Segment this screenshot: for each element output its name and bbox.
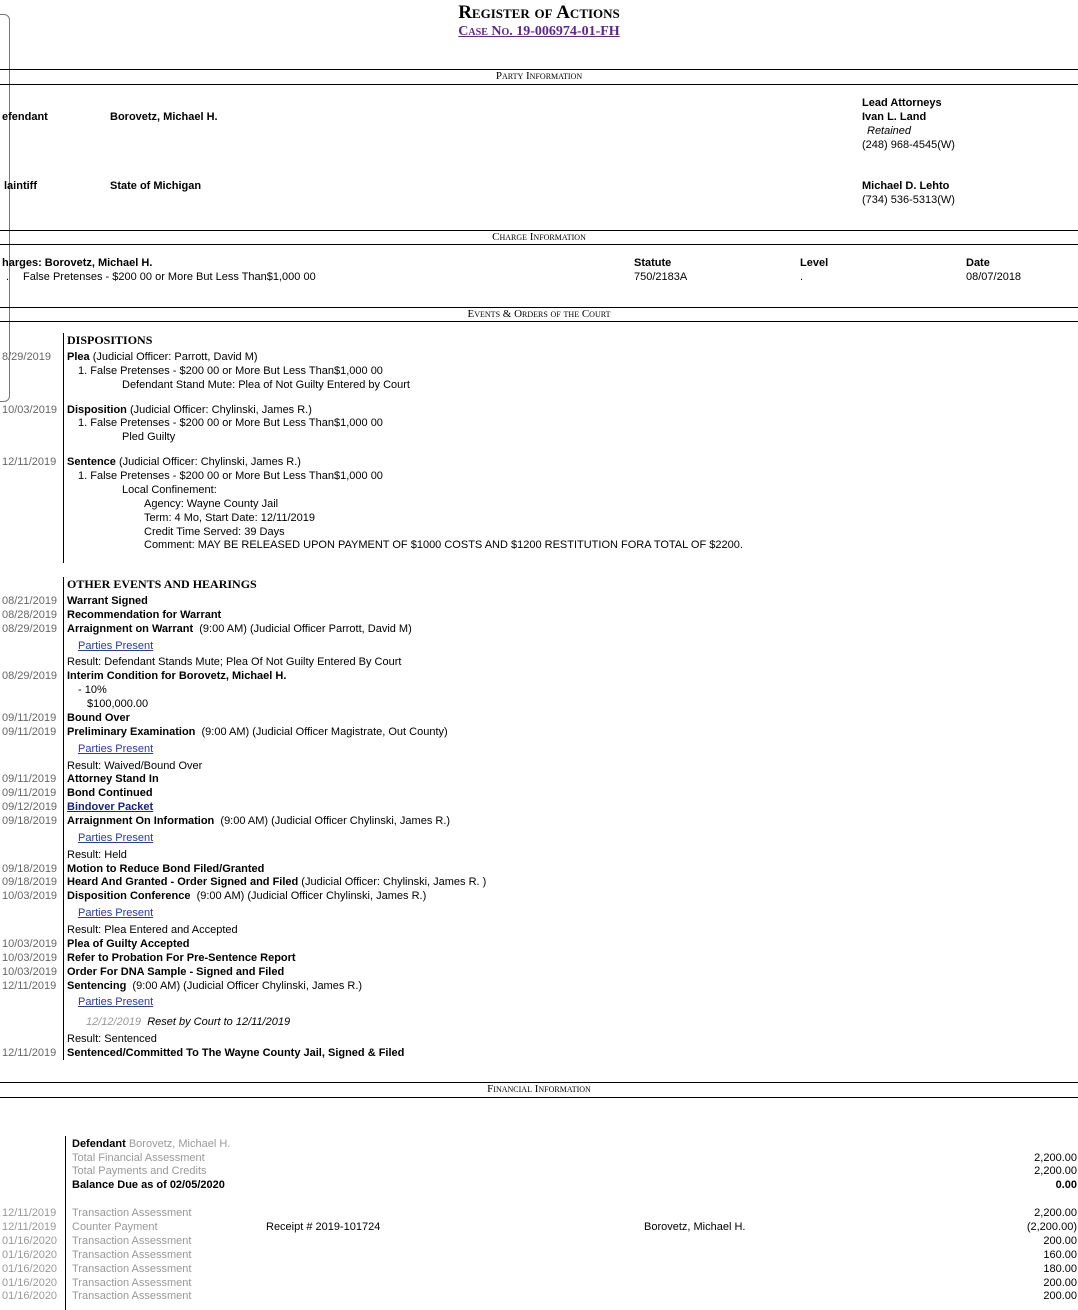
col-level: Level <box>800 257 829 269</box>
sentence-line: Agency: Wayne County Jail <box>144 498 279 510</box>
sentence-line: Credit Time Served: 39 Days <box>144 526 285 538</box>
parties-present-link[interactable]: Parties Present <box>78 743 154 755</box>
dispositions-title: DISPOSITIONS <box>67 333 153 347</box>
dispositions-bar <box>63 333 64 563</box>
transaction-amount: 2,200.00 <box>1034 1207 1077 1219</box>
transaction-amount: 200.00 <box>1043 1235 1077 1247</box>
sentence-line: Term: 4 Mo, Start Date: 12/11/2019 <box>144 512 315 524</box>
divider <box>0 1097 1078 1098</box>
transaction-receipt: Receipt # 2019-101724 <box>266 1221 381 1233</box>
charge-date: 08/07/2018 <box>966 271 1022 283</box>
interim-line: $100,000.00 <box>87 698 149 710</box>
reset-note: 12/12/2019 Reset by Court to 12/11/2019 <box>86 1016 291 1028</box>
transaction-amount: 200.00 <box>1043 1277 1077 1289</box>
disposition-sentence: Sentence (Judicial Officer: Chylinski, James R.) <box>67 456 301 468</box>
plaintiff-attorney: Michael D. Lehto <box>862 180 950 192</box>
financial-defendant: Defendant Borovetz, Michael H. <box>72 1138 231 1150</box>
disposition-detail: Pled Guilty <box>122 431 176 443</box>
transaction-type: Counter Payment <box>72 1221 158 1233</box>
plaintiff-name: State of Michigan <box>110 180 202 192</box>
event-date: 09/12/2019 <box>2 801 58 813</box>
other-events-bar <box>63 577 64 1060</box>
transaction-date: 01/16/2020 <box>2 1249 58 1261</box>
transaction-type: Transaction Assessment <box>72 1277 192 1289</box>
event-sentenced-committed: Sentenced/Committed To The Wayne County Jail, Signed & Filed <box>67 1047 405 1059</box>
event-date: 08/29/2019 <box>2 670 58 682</box>
total-payments-label: Total Payments and Credits <box>72 1165 207 1177</box>
case-number-link[interactable]: Case No. 19-006974-01-FH <box>458 24 620 39</box>
event-date: 10/03/2019 <box>2 890 58 902</box>
transaction-date: 12/11/2019 <box>2 1221 57 1233</box>
parties-present-link[interactable]: Parties Present <box>78 832 154 844</box>
disposition-charge: 1. False Pretenses - $200 00 or More But Less Than$1,000 00 <box>78 365 383 377</box>
event-result: Result: Waived/Bound Over <box>67 760 203 772</box>
financial-bar <box>65 1136 66 1310</box>
event-date: 09/11/2019 <box>2 712 57 724</box>
charge-num: . <box>6 271 10 283</box>
event-attorney-stand-in: Attorney Stand In <box>67 773 159 785</box>
event-date: 10/03/2019 <box>2 966 58 978</box>
page-title: Register of Actions <box>458 2 620 23</box>
events-section-title: Events & Orders of the Court <box>467 308 611 320</box>
event-date: 08/21/2019 <box>2 595 58 607</box>
event-date: 12/11/2019 <box>2 1047 57 1059</box>
event-order-dna: Order For DNA Sample - Signed and Filed <box>67 966 285 978</box>
transaction-type: Transaction Assessment <box>72 1290 192 1302</box>
event-date: 10/03/2019 <box>2 952 58 964</box>
bindover-packet-link[interactable]: Bindover Packet <box>67 801 154 813</box>
event-disposition-conference: Disposition Conference (9:00 AM) (Judicial Officer Chylinski, James R.) <box>67 890 427 902</box>
charge-statute: 750/2183A <box>634 271 688 283</box>
transaction-type: Transaction Assessment <box>72 1207 192 1219</box>
charges-header: harges: Borovetz, Michael H. <box>2 257 153 269</box>
event-motion-reduce-bond: Motion to Reduce Bond Filed/Granted <box>67 863 265 875</box>
event-date: 09/11/2019 <box>2 787 57 799</box>
event-heard-granted: Heard And Granted - Order Signed and Filed (Judicial Officer: Chylinski, James R. ) <box>67 876 487 888</box>
disposition-charge: 1. False Pretenses - $200 00 or More But Less Than$1,000 00 <box>78 417 383 429</box>
event-refer-probation: Refer to Probation For Pre-Sentence Report <box>67 952 296 964</box>
event-result: Result: Sentenced <box>67 1033 157 1045</box>
event-sentencing: Sentencing (9:00 AM) (Judicial Officer Chylinski, James R.) <box>67 980 363 992</box>
transaction-amount: (2,200.00) <box>1026 1221 1077 1233</box>
financial-section-title: Financial Information <box>487 1083 591 1095</box>
disposition-detail: Local Confinement: <box>122 484 217 496</box>
event-date: 08/28/2019 <box>2 609 58 621</box>
disposition-detail: Defendant Stand Mute: Plea of Not Guilty Entered by Court <box>122 379 410 391</box>
event-warrant-signed: Warrant Signed <box>67 595 148 607</box>
plaintiff-role: laintiff <box>4 180 37 192</box>
parties-present-link[interactable]: Parties Present <box>78 907 154 919</box>
transaction-amount: 180.00 <box>1043 1263 1077 1275</box>
party-section-title: Party Information <box>495 70 583 82</box>
event-bond-continued: Bond Continued <box>67 787 153 799</box>
total-assessment-value: 2,200.00 <box>1034 1152 1077 1164</box>
divider <box>0 321 1078 322</box>
transaction-amount: 160.00 <box>1043 1249 1077 1261</box>
balance-due-value: 0.00 <box>1055 1179 1077 1191</box>
sentence-line: Comment: MAY BE RELEASED UPON PAYMENT OF $1000 COSTS AND $1200 RESTITUTION FORA TOTAL OF $2200. <box>144 539 743 551</box>
event-date: 08/29/2019 <box>2 623 58 635</box>
transaction-date: 01/16/2020 <box>2 1263 58 1275</box>
lead-attorneys-label: Lead Attorneys <box>862 97 942 109</box>
event-date: 09/11/2019 <box>2 726 57 738</box>
disposition-disposition: Disposition (Judicial Officer: Chylinski, James R.) <box>67 404 312 416</box>
transaction-date: 01/16/2020 <box>2 1277 58 1289</box>
event-date: 09/11/2019 <box>2 773 57 785</box>
event-bound-over: Bound Over <box>67 712 130 724</box>
total-payments-value: 2,200.00 <box>1034 1165 1077 1177</box>
disposition-charge: 1. False Pretenses - $200 00 or More But Less Than$1,000 00 <box>78 470 383 482</box>
event-recommendation: Recommendation for Warrant <box>67 609 222 621</box>
event-date: 8/29/2019 <box>2 351 51 363</box>
event-preliminary-exam: Preliminary Examination (9:00 AM) (Judicial Officer Magistrate, Out County) <box>67 726 448 738</box>
disposition-plea: Plea (Judicial Officer: Parrott, David M) <box>67 351 258 363</box>
divider <box>0 84 1078 85</box>
event-result: Result: Defendant Stands Mute; Plea Of Not Guilty Entered By Court <box>67 656 402 668</box>
parties-present-link[interactable]: Parties Present <box>78 996 154 1008</box>
charge-section-title: Charge Information <box>492 231 586 243</box>
defendant-attorney-phone: (248) 968-4545(W) <box>862 139 955 151</box>
plaintiff-attorney-phone: (734) 536-5313(W) <box>862 194 955 206</box>
defendant-role: efendant <box>2 111 48 123</box>
event-arraignment-warrant: Arraignment on Warrant (9:00 AM) (Judicial Officer Parrott, David M) <box>67 623 412 635</box>
divider <box>0 244 1078 245</box>
transaction-type: Transaction Assessment <box>72 1249 192 1261</box>
col-statute: Statute <box>634 257 672 269</box>
event-date: 09/18/2019 <box>2 876 58 888</box>
transaction-type: Transaction Assessment <box>72 1263 192 1275</box>
total-assessment-label: Total Financial Assessment <box>72 1152 205 1164</box>
transaction-date: 01/16/2020 <box>2 1235 58 1247</box>
event-interim-condition: Interim Condition for Borovetz, Michael H. <box>67 670 287 682</box>
event-date: 12/11/2019 <box>2 980 57 992</box>
transaction-payor: Borovetz, Michael H. <box>644 1221 746 1233</box>
transaction-date: 01/16/2020 <box>2 1290 58 1302</box>
defendant-attorney-status: Retained <box>867 125 912 137</box>
event-date: 12/11/2019 <box>2 456 57 468</box>
event-date: 10/03/2019 <box>2 404 58 416</box>
transaction-amount: 200.00 <box>1043 1290 1077 1302</box>
charge-level: . <box>800 271 804 283</box>
defendant-name: Borovetz, Michael H. <box>110 111 218 123</box>
transaction-date: 12/11/2019 <box>2 1207 57 1219</box>
event-date: 09/18/2019 <box>2 815 58 827</box>
event-date: 09/18/2019 <box>2 863 58 875</box>
other-events-title: OTHER EVENTS AND HEARINGS <box>67 577 257 591</box>
balance-due-label: Balance Due as of 02/05/2020 <box>72 1179 225 1191</box>
transaction-type: Transaction Assessment <box>72 1235 192 1247</box>
event-arraignment-information: Arraignment On Information (9:00 AM) (Judicial Officer Chylinski, James R.) <box>67 815 451 827</box>
interim-line: - 10% <box>78 684 107 696</box>
defendant-attorney: Ivan L. Land <box>862 111 927 123</box>
event-result: Result: Held <box>67 849 127 861</box>
parties-present-link[interactable]: Parties Present <box>78 640 154 652</box>
event-date: 10/03/2019 <box>2 938 58 950</box>
col-date: Date <box>966 257 990 269</box>
event-result: Result: Plea Entered and Accepted <box>67 924 238 936</box>
event-plea-guilty-accepted: Plea of Guilty Accepted <box>67 938 190 950</box>
charge-desc: False Pretenses - $200 00 or More But Less Than$1,000 00 <box>23 271 316 283</box>
